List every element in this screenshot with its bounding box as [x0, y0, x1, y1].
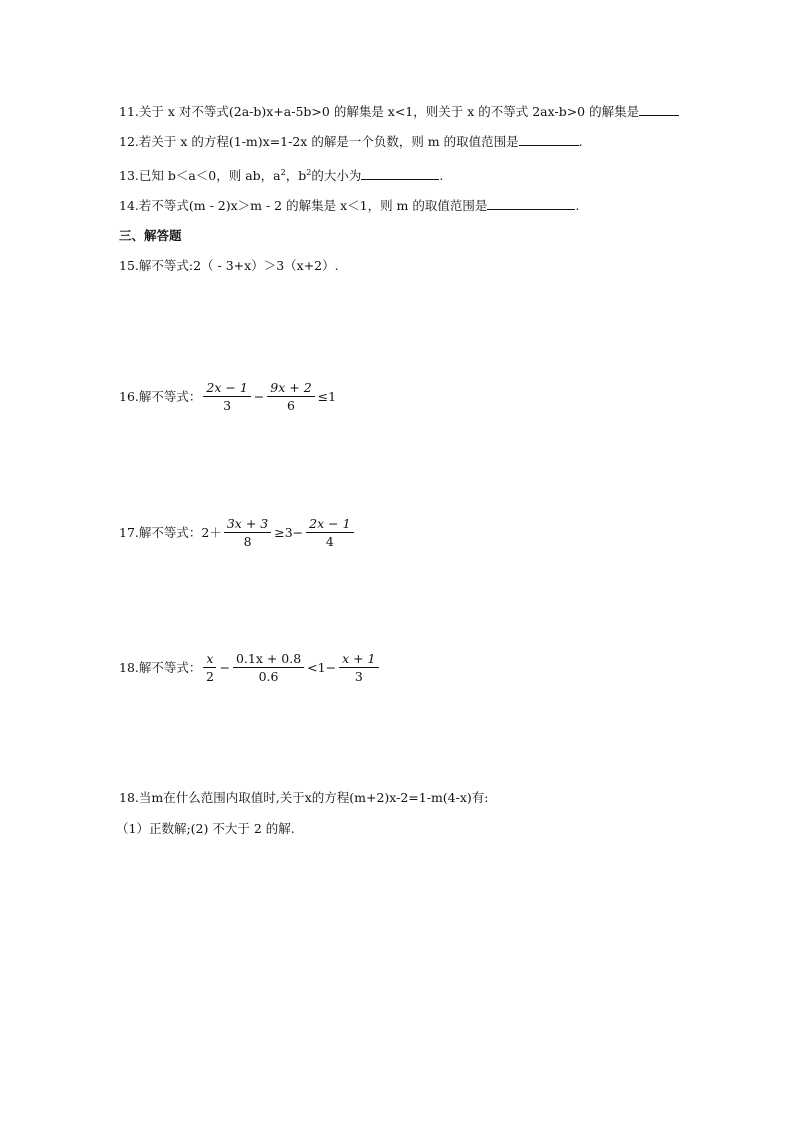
fraction-denominator: 4	[325, 533, 334, 549]
fraction	[233, 651, 304, 684]
question-13-sup-b: 2	[306, 168, 312, 177]
question-16	[119, 376, 337, 416]
fraction-denominator: 8	[243, 533, 252, 549]
question-16-label: 16.解不等式：	[119, 389, 202, 404]
question-18-label: 18.解不等式：	[119, 660, 202, 675]
question-12	[119, 133, 583, 150]
question-13-end: .	[439, 168, 444, 184]
fraction-denominator: 3	[354, 668, 363, 684]
question-11-text: 11.关于 x 对不等式(2a-b)x+a-5b>0 的解集是 x<1，则关于 x 的不等式 2ax-b>0 的解集是	[119, 104, 640, 119]
fraction-numerator: x	[203, 651, 216, 668]
answer-blank-14[interactable]	[487, 197, 575, 210]
minus-sign: −	[219, 659, 230, 675]
question-18-equation-text: 18.当m在什么范围内取值时,关于x的方程(m+2)x-2=1-m(4-x)有:	[119, 790, 489, 805]
question-15-text: 15.解不等式:2（ - 3+x）＞3（x+2）.	[119, 258, 339, 273]
fraction	[306, 516, 353, 549]
fraction-numerator: 0.1x + 0.8	[233, 651, 304, 668]
question-14-end: .	[575, 198, 580, 213]
fraction	[267, 380, 314, 413]
answer-blank-13[interactable]	[361, 167, 439, 180]
question-18-inequality	[119, 647, 381, 687]
fraction-denominator: 3	[223, 397, 232, 413]
section-heading-3	[119, 228, 182, 244]
fraction	[224, 516, 271, 549]
fraction-numerator: 9x + 2	[267, 380, 314, 397]
inequality-middle: ≥3−	[274, 524, 304, 540]
fraction-numerator: 2x − 1	[203, 380, 250, 397]
inequality-rhs: ≤1	[317, 388, 337, 404]
fraction-denominator: 2	[205, 668, 214, 684]
question-13-text-b: ，b	[285, 168, 307, 184]
section-heading-3-text: 三、解答题	[119, 228, 182, 243]
question-18-subparts-text: （1）正数解;(2) 不大于 2 的解.	[116, 821, 295, 836]
question-18-subparts	[116, 821, 295, 837]
fraction-numerator: 3x + 3	[224, 516, 271, 533]
question-17	[119, 512, 356, 552]
question-13-sup-a: 2	[280, 168, 286, 177]
question-14	[119, 197, 579, 214]
question-12-text: 12.若关于 x 的方程(1-m)x=1-2x 的解是一个负数，则 m 的取值范围是	[119, 134, 519, 149]
question-18-equation	[119, 790, 489, 806]
question-13-text-a: 13.已知 b＜a＜0，则 ab，a	[119, 168, 281, 184]
question-13-text-c: 的大小为	[311, 168, 362, 184]
fraction-numerator: x + 1	[339, 651, 378, 668]
fraction	[203, 651, 216, 684]
question-14-text: 14.若不等式(m - 2)x＞m - 2 的解集是 x＜1，则 m 的取值范围是	[119, 198, 488, 213]
question-17-label: 17.解不等式：	[119, 525, 202, 540]
fraction	[203, 380, 250, 413]
minus-sign: −	[253, 388, 265, 404]
question-11	[119, 103, 679, 120]
fraction-denominator: 6	[286, 397, 295, 413]
inequality-lhs: 2＋	[201, 525, 222, 540]
answer-blank-12[interactable]	[519, 133, 579, 146]
question-13	[119, 165, 443, 184]
inequality-middle: <1−	[307, 659, 337, 675]
answer-blank-11[interactable]	[639, 103, 679, 116]
question-15	[119, 258, 339, 274]
question-12-end: .	[578, 134, 583, 149]
fraction-denominator: 0.6	[258, 668, 279, 684]
fraction	[339, 651, 378, 684]
fraction-numerator: 2x − 1	[306, 516, 353, 533]
